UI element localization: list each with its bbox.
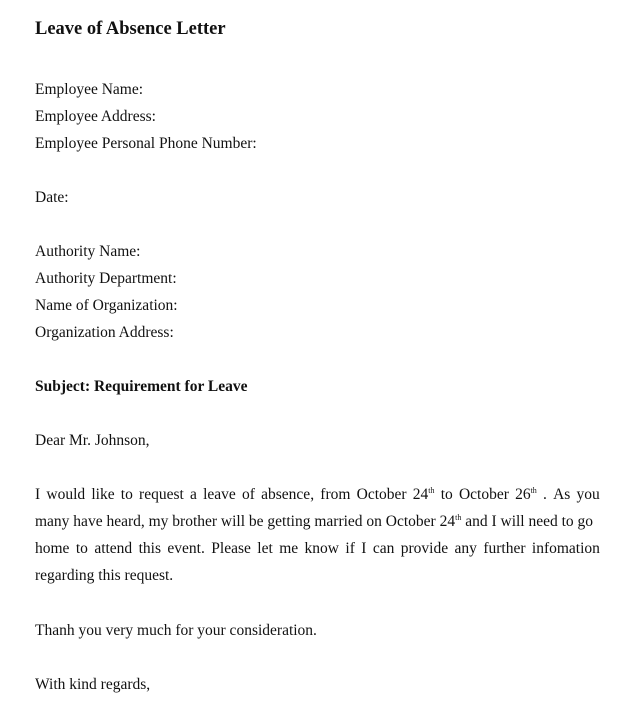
body-word: October <box>356 486 407 503</box>
body-word: would <box>46 486 86 503</box>
body-word: October <box>458 486 509 503</box>
body-word: from <box>320 486 351 503</box>
body-word: request <box>139 486 184 503</box>
body-line-4: regarding this request. <box>35 567 174 584</box>
body-word: to <box>120 486 133 503</box>
body-word: infomation <box>531 540 600 557</box>
subject-line: Subject: Requirement for Leave <box>35 378 248 395</box>
start-date <box>413 486 435 513</box>
body-word: any <box>454 540 477 557</box>
end-date-suffix: th <box>530 486 537 495</box>
body-word: Please <box>211 540 251 557</box>
body-word: this <box>138 540 161 557</box>
body-line-1 <box>35 486 600 513</box>
organization-address-field: Organization Address: <box>35 324 174 341</box>
body-word: to <box>440 486 453 503</box>
authority-name-field: Authority Name: <box>35 243 141 260</box>
body-word: you <box>576 486 600 503</box>
body-line-2-start: many have heard, my brother will be getting married on October 24 <box>35 513 456 530</box>
wedding-date-suffix: th <box>455 513 462 522</box>
employee-address-field: Employee Address: <box>35 108 156 125</box>
body-word: know <box>304 540 339 557</box>
body-word: attend <box>94 540 133 557</box>
body-word: to <box>75 540 88 557</box>
body-word: I <box>361 540 367 557</box>
end-date-day: 26 <box>515 486 531 503</box>
body-word: further <box>483 540 526 557</box>
closing-thanks: Thanh you very much for your consideration. <box>35 622 317 639</box>
employee-name-field: Employee Name: <box>35 81 144 98</box>
employee-phone-field: Employee Personal Phone Number: <box>35 135 257 152</box>
body-line-3 <box>35 540 600 567</box>
start-date-suffix: th <box>428 486 435 495</box>
date-field: Date: <box>35 189 69 206</box>
organization-name-field: Name of Organization: <box>35 297 178 314</box>
body-word: home <box>35 540 70 557</box>
body-word: of <box>242 486 255 503</box>
body-word: like <box>91 486 115 503</box>
body-word: let <box>257 540 273 557</box>
body-word: provide <box>400 540 449 557</box>
salutation: Dear Mr. Johnson, <box>35 432 150 449</box>
body-word: leave <box>203 486 236 503</box>
body-word: me <box>279 540 299 557</box>
body-word: if <box>345 540 355 557</box>
body-word: a <box>190 486 197 503</box>
letter-title: Leave of Absence Letter <box>35 19 226 39</box>
end-date <box>515 486 537 513</box>
body-word: event. <box>167 540 205 557</box>
body-word: . <box>543 486 547 503</box>
authority-department-field: Authority Department: <box>35 270 177 287</box>
body-word: I <box>35 486 41 503</box>
body-word: As <box>553 486 571 503</box>
body-line-2-end: and I will need to go <box>461 513 594 530</box>
body-line-2 <box>35 513 600 540</box>
start-date-day: 24 <box>412 486 429 503</box>
body-word: can <box>372 540 395 557</box>
sign-off: With kind regards, <box>35 676 151 693</box>
body-paragraph <box>35 486 600 594</box>
body-word: absence, <box>261 486 315 503</box>
